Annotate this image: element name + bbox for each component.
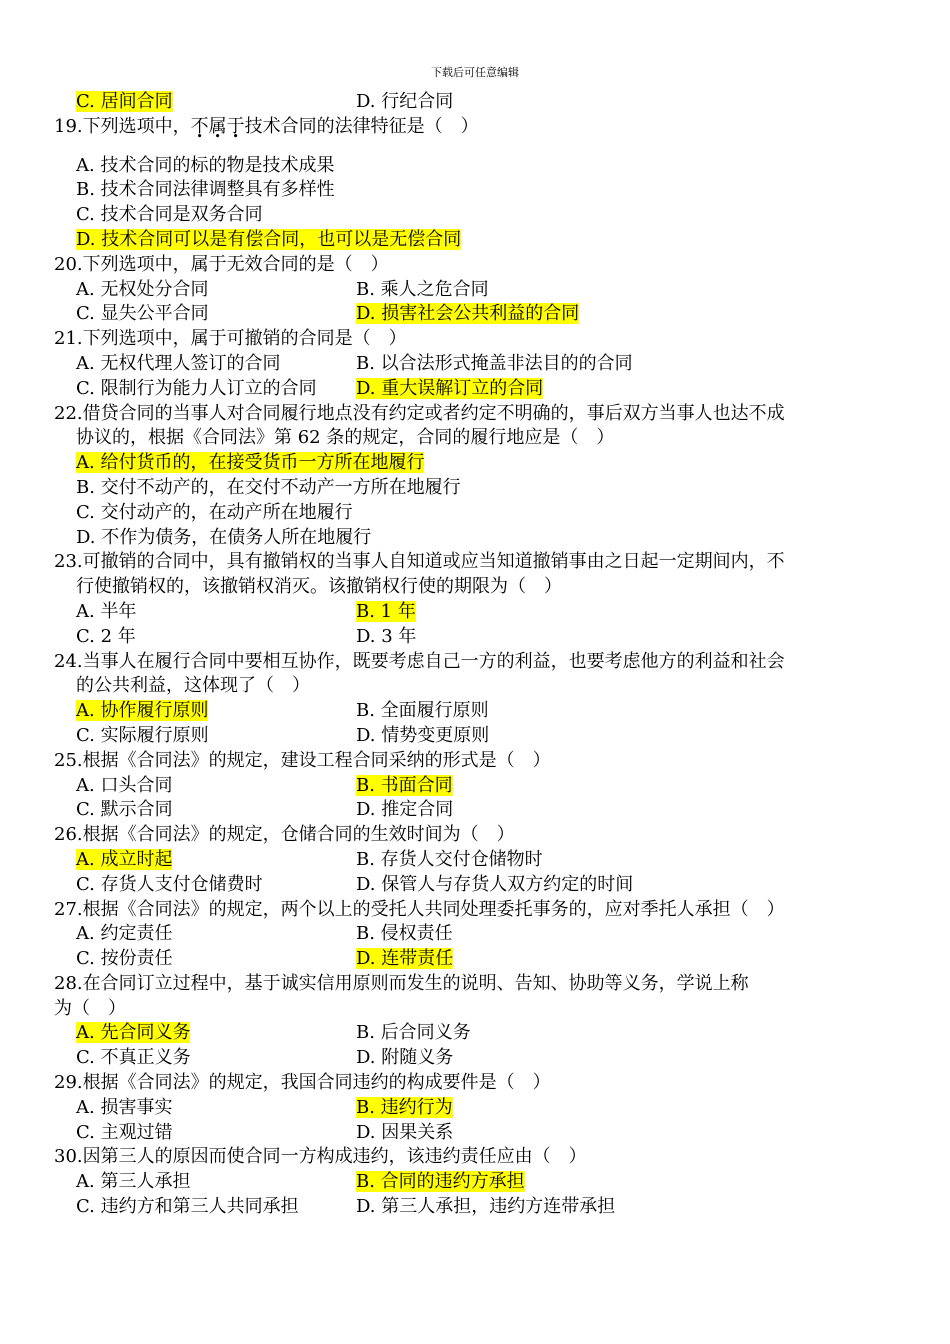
option-col-right	[356, 1046, 453, 1071]
option-text: A. 无权代理人签订的合同	[76, 352, 281, 374]
question-line: 22.借贷合同的当事人对合同履行地点没有约定或者约定不明确的，事后双方当事人也达不成	[54, 402, 785, 424]
emphasis-char: 属	[208, 115, 227, 137]
option-text: B. 后合同义务	[356, 1022, 471, 1044]
option-col-right	[356, 774, 453, 799]
question-line: 25.根据《合同法》的规定，建设工程合同采纳的形式是（ ）	[54, 749, 551, 771]
option-row	[54, 1195, 900, 1220]
option-text: A. 口头合同	[76, 774, 173, 796]
option-row	[54, 873, 900, 898]
answer-option: D. 损害社会公共利益的合同	[356, 303, 580, 325]
question-line: 30.因第三人的原因而使合同一方构成违约，该违约责任应由（ ）	[54, 1146, 587, 1168]
option-line	[54, 178, 900, 203]
option-text: C. 默示合同	[76, 799, 173, 821]
question-continuation: 协议的，根据《合同法》第 62 条的规定，合同的履行地应是（ ）	[76, 427, 615, 449]
option-col-right	[356, 377, 543, 402]
option-text: D. 情势变更原则	[356, 724, 490, 746]
option-col-left	[76, 1195, 356, 1220]
option-text: A. 损害事实	[76, 1096, 173, 1118]
option-col-left	[76, 724, 356, 749]
option-col-left	[76, 798, 356, 823]
option-col-right	[356, 1170, 525, 1195]
option-col-left	[76, 1021, 356, 1046]
option-col-left	[76, 947, 356, 972]
option-col-right	[356, 724, 489, 749]
option-row	[54, 1021, 900, 1046]
option-text: C. 限制行为能力人订立的合同	[76, 377, 317, 399]
option-col-right	[356, 278, 489, 303]
option-row	[54, 1121, 900, 1146]
option-col-left	[76, 600, 356, 625]
option-text: C. 按份责任	[76, 948, 173, 970]
option-row	[54, 922, 900, 947]
question-line: 27.根据《合同法》的规定，两个以上的受托人共同处理委托事务的，应对季托人承担（ ）	[54, 898, 785, 920]
answer-option: D. 技术合同可以是有偿合同，也可以是无偿合同	[76, 228, 462, 250]
option-col-right	[356, 90, 453, 115]
question-line: 26.根据《合同法》的规定，仓储合同的生效时间为（ ）	[54, 824, 515, 846]
answer-option: C. 居间合同	[76, 91, 173, 112]
option-line	[54, 203, 900, 228]
option-col-left	[76, 1096, 356, 1121]
option-col-right	[356, 873, 633, 898]
question-line: 20.下列选项中，属于无效合同的是（ ）	[54, 253, 389, 275]
option-text: A. 无权处分合同	[76, 278, 209, 300]
answer-option: A. 先合同义务	[76, 1022, 191, 1044]
option-text: B. 侵权责任	[356, 923, 453, 945]
question-line: 29.根据《合同法》的规定，我国合同违约的构成要件是（ ）	[54, 1072, 551, 1094]
option-text: A. 第三人承担	[76, 1171, 191, 1193]
option-col-right	[356, 922, 453, 947]
answer-option: B. 书面合同	[356, 774, 453, 796]
option-text: C. 交付动产的，在动产所在地履行	[76, 501, 353, 523]
question-line: 23.可撤销的合同中，具有撤销权的当事人自知道或应当知道撤销事由之日起一定期间内，不	[54, 551, 785, 573]
option-row	[54, 600, 900, 625]
answer-option: A. 成立时起	[76, 848, 173, 870]
option-text: B. 以合法形式掩盖非法目的的合同	[356, 352, 633, 374]
option-row	[54, 774, 900, 799]
answer-option: A. 协作履行原则	[76, 700, 209, 722]
option-line	[54, 154, 900, 179]
option-row	[54, 848, 900, 873]
option-col-left	[76, 90, 356, 115]
option-text: C. 显失公平合同	[76, 303, 209, 325]
option-text: C. 不真正义务	[76, 1047, 191, 1069]
option-line	[54, 526, 900, 551]
option-col-left	[76, 1170, 356, 1195]
option-col-left	[76, 1121, 356, 1146]
question-continuation: 的公共利益，这体现了（ ）	[76, 675, 310, 697]
emphasis-char: 于	[226, 115, 245, 137]
question-continuation: 行使撤销权的，该撤销权消灭。该撤销权行使的期限为（ ）	[76, 576, 562, 598]
option-text: B. 存货人交付仓储物时	[356, 848, 543, 870]
option-text: A. 技术合同的标的物是技术成果	[76, 154, 335, 176]
option-col-right	[356, 1096, 453, 1121]
option-col-left	[76, 873, 356, 898]
option-text: D. 行纪合同	[356, 91, 454, 112]
option-col-right	[356, 1121, 453, 1146]
option-row	[54, 724, 900, 749]
option-row	[54, 1046, 900, 1071]
option-text: B. 全面履行原则	[356, 700, 489, 722]
question-text: 技术合同的法律特征是（ ）	[244, 115, 479, 137]
answer-option: B. 1 年	[356, 600, 416, 622]
option-col-left	[76, 302, 356, 327]
option-row	[54, 352, 900, 377]
option-row	[54, 625, 900, 650]
question-text: 19.下列选项中，	[54, 115, 191, 137]
option-col-right	[356, 947, 453, 972]
answer-option: A. 给付货币的，在接受货币一方所在地履行	[76, 452, 425, 474]
document-body	[54, 90, 900, 1220]
option-text: D. 保管人与存货人双方约定的时间	[356, 873, 634, 895]
option-text: C. 违约方和第三人共同承担	[76, 1196, 299, 1218]
option-text: D. 附随义务	[356, 1047, 454, 1069]
option-col-left	[76, 352, 356, 377]
option-col-left	[76, 774, 356, 799]
option-col-left	[76, 625, 356, 650]
option-row	[54, 699, 900, 724]
option-row	[54, 278, 900, 303]
option-text: D. 3 年	[356, 625, 417, 647]
option-line	[54, 476, 900, 501]
option-row	[54, 377, 900, 402]
option-row	[54, 1170, 900, 1195]
option-col-right	[356, 699, 489, 724]
emphasis-char: 不	[190, 115, 209, 137]
option-text: C. 主观过错	[76, 1121, 173, 1143]
option-col-right	[356, 1021, 471, 1046]
spacer	[54, 140, 900, 154]
option-line	[54, 501, 900, 526]
option-col-left	[76, 699, 356, 724]
option-text: D. 因果关系	[356, 1121, 454, 1143]
question-line: 24.当事人在履行合同中要相互协作，既要考虑自己一方的利益，也要考虑他方的利益和社会	[54, 650, 785, 672]
option-row	[54, 302, 900, 327]
option-row	[54, 798, 900, 823]
question-line	[54, 115, 900, 140]
option-text: C. 技术合同是双务合同	[76, 204, 263, 226]
option-text: B. 乘人之危合同	[356, 278, 489, 300]
option-text: D. 第三人承担，违约方连带承担	[356, 1196, 616, 1218]
option-text: D. 推定合同	[356, 799, 454, 821]
question-line: 28.在合同订立过程中，基于诚实信用原则而发生的说明、告知、协助等义务，学说上称	[54, 972, 749, 994]
option-row	[54, 90, 900, 115]
answer-option: D. 重大误解订立的合同	[356, 377, 544, 399]
option-line	[54, 451, 900, 476]
option-line	[54, 228, 900, 253]
option-col-right	[356, 352, 633, 377]
page-header: 下载后可任意编辑	[431, 66, 519, 79]
answer-option: B. 合同的违约方承担	[356, 1171, 525, 1193]
option-text: C. 2 年	[76, 625, 136, 647]
option-col-right	[356, 798, 453, 823]
option-text: C. 实际履行原则	[76, 724, 209, 746]
answer-option: D. 连带责任	[356, 948, 454, 970]
option-text: B. 交付不动产的，在交付不动产一方所在地履行	[76, 476, 461, 498]
option-text: C. 存货人支付仓储费时	[76, 873, 263, 895]
question-line: 为（ ）	[54, 997, 126, 1019]
option-row	[54, 947, 900, 972]
option-text: B. 技术合同法律调整具有多样性	[76, 179, 335, 201]
option-col-left	[76, 1046, 356, 1071]
option-col-right	[356, 302, 579, 327]
option-col-right	[356, 600, 416, 625]
option-col-left	[76, 922, 356, 947]
option-col-left	[76, 278, 356, 303]
option-col-right	[356, 1195, 615, 1220]
option-row	[54, 1096, 900, 1121]
option-col-right	[356, 625, 416, 650]
option-text: A. 约定责任	[76, 923, 173, 945]
option-text: A. 半年	[76, 600, 137, 622]
option-col-right	[356, 848, 543, 873]
question-line: 21.下列选项中，属于可撤销的合同是（ ）	[54, 328, 407, 350]
option-col-left	[76, 848, 356, 873]
option-col-left	[76, 377, 356, 402]
option-text: D. 不作为债务，在债务人所在地履行	[76, 526, 372, 548]
answer-option: B. 违约行为	[356, 1096, 453, 1118]
